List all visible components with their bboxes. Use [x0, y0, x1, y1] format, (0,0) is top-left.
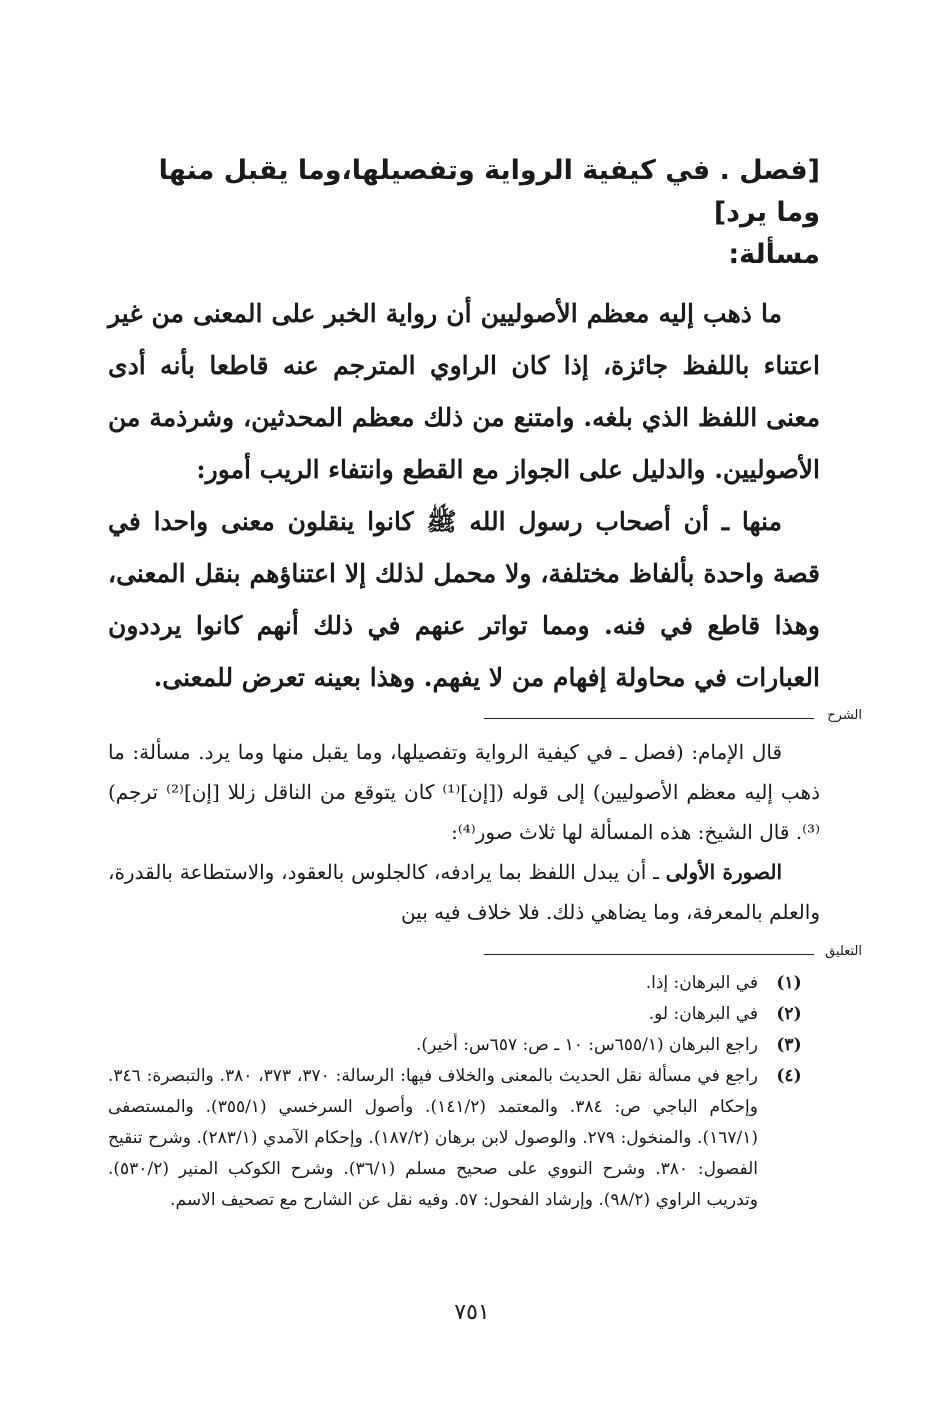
footnotes-label: التعليق: [825, 944, 862, 959]
main-paragraph: ما ذهب إليه معظم الأصوليين أن رواية الخبر على المعنى من غير اعتناء باللفظ جائزة، إذا كان الراوي المترجم عنه قاطعا بأنه أدى معنى اللفظ الذي بلغه. وامتنع من ذلك معظم المحدثين، وشرذمة من الأصوليين. والدليل على الجواز مع القطع وانتفاء الريب أمور:: [108, 299, 821, 484]
chapter-title: [فصل . في كيفية الرواية وتفصيلها،وما يقبل منها وما يرد]: [158, 155, 820, 228]
footnote-item: [108, 1030, 820, 1061]
footnote-item: [108, 999, 820, 1030]
commentary-separator: [108, 708, 862, 732]
footnote-number: (٣): [776, 1035, 802, 1055]
main-paragraph: منها ـ أن أصحاب رسول الله ﷺ كانوا ينقلون معنى واحدا في قصة واحدة بألفاظ مختلفة، ولا محمل لذلك إلا اعتناؤهم بنقل المعنى، وهذا قاطع في فنه. ومما تواتر عنهم في ذلك أنهم كانوا يرددون العبارات في محاولة إفهام من لا يفهم. وهذا بعينه تعرض للمعنى.: [108, 507, 820, 692]
footnote-number: (١): [776, 973, 802, 993]
footnote-text: راجع البرهان (٦٥٥/١س: ١٠ ـ ص: ٦٥٧س: أخير).: [416, 1035, 758, 1055]
commentary: [108, 732, 820, 932]
footnote-text: في البرهان: لو.: [648, 1004, 758, 1024]
separator-rule: [484, 954, 814, 955]
footnote-text: في البرهان: إذا.: [645, 973, 758, 993]
separator-rule: [484, 718, 814, 719]
footnotes-separator: [108, 944, 862, 968]
footnotes: [108, 968, 820, 1216]
commentary-text: ـ أن يبدل اللفظ بما يرادفه، كالجلوس بالعقود، والاستطاعة بالقدرة، والعلم بالمعرفة، وما يضاهي ذلك. فلا خلاف فيه بين: [108, 860, 820, 924]
commentary-bold-phrase: الصورة الأولى: [665, 860, 783, 884]
commentary-label: الشرح: [827, 708, 862, 723]
commentary-paragraph: قال الإمام: (فصل ـ في كيفية الرواية وتفصيلها، وما يقبل منها وما يرد. مسألة: ما ذهب إليه معظم الأصوليين) إلى قوله ([إن]⁽¹⁾ كان يتوقع من الناقل زللا [إن]⁽²⁾ ترجم)⁽³⁾. قال الشيخ: هذه المسألة لها ثلاث صور⁽⁴⁾:: [108, 740, 820, 844]
footnote-item: [108, 968, 820, 999]
footnote-item: [108, 1061, 820, 1216]
main-text: [108, 288, 820, 704]
footnote-number: (٢): [776, 1004, 802, 1024]
footnote-text: راجع في مسألة نقل الحديث بالمعنى والخلاف فيها: الرسالة: ٣٧٠، ٣٧٣، ٣٨٠. والتبصرة: ٣٤٦. وإحكام الباجي ص: ٣٨٤. والمعتمد (١٤١/٢). وأصول السرخسي (٣٥٥/١). والمستصفى (١٦٧/١). والمنخول: ٢٧٩. والوصول لابن برهان (١٨٧/٢). وإحكام الآمدي (٢٨٣/١). وشرح تنقيح الفصول: ٣٨٠. وشرح النووي على صحيح مسلم (٣٦/١). وشرح الكوكب المنير (٥٣٠/٢). وتدريب الراوي (٩٨/٢). وإرشاد الفحول: ٥٧. وفيه نقل عن الشارح مع تصحيف الاسم.: [108, 1066, 759, 1210]
question-heading: مسألة:: [728, 239, 820, 270]
page-body: [108, 150, 862, 1216]
page-number: ٧٥١: [454, 1300, 490, 1325]
commentary-paragraph: [108, 852, 820, 932]
footnote-number: (٤): [776, 1066, 802, 1086]
